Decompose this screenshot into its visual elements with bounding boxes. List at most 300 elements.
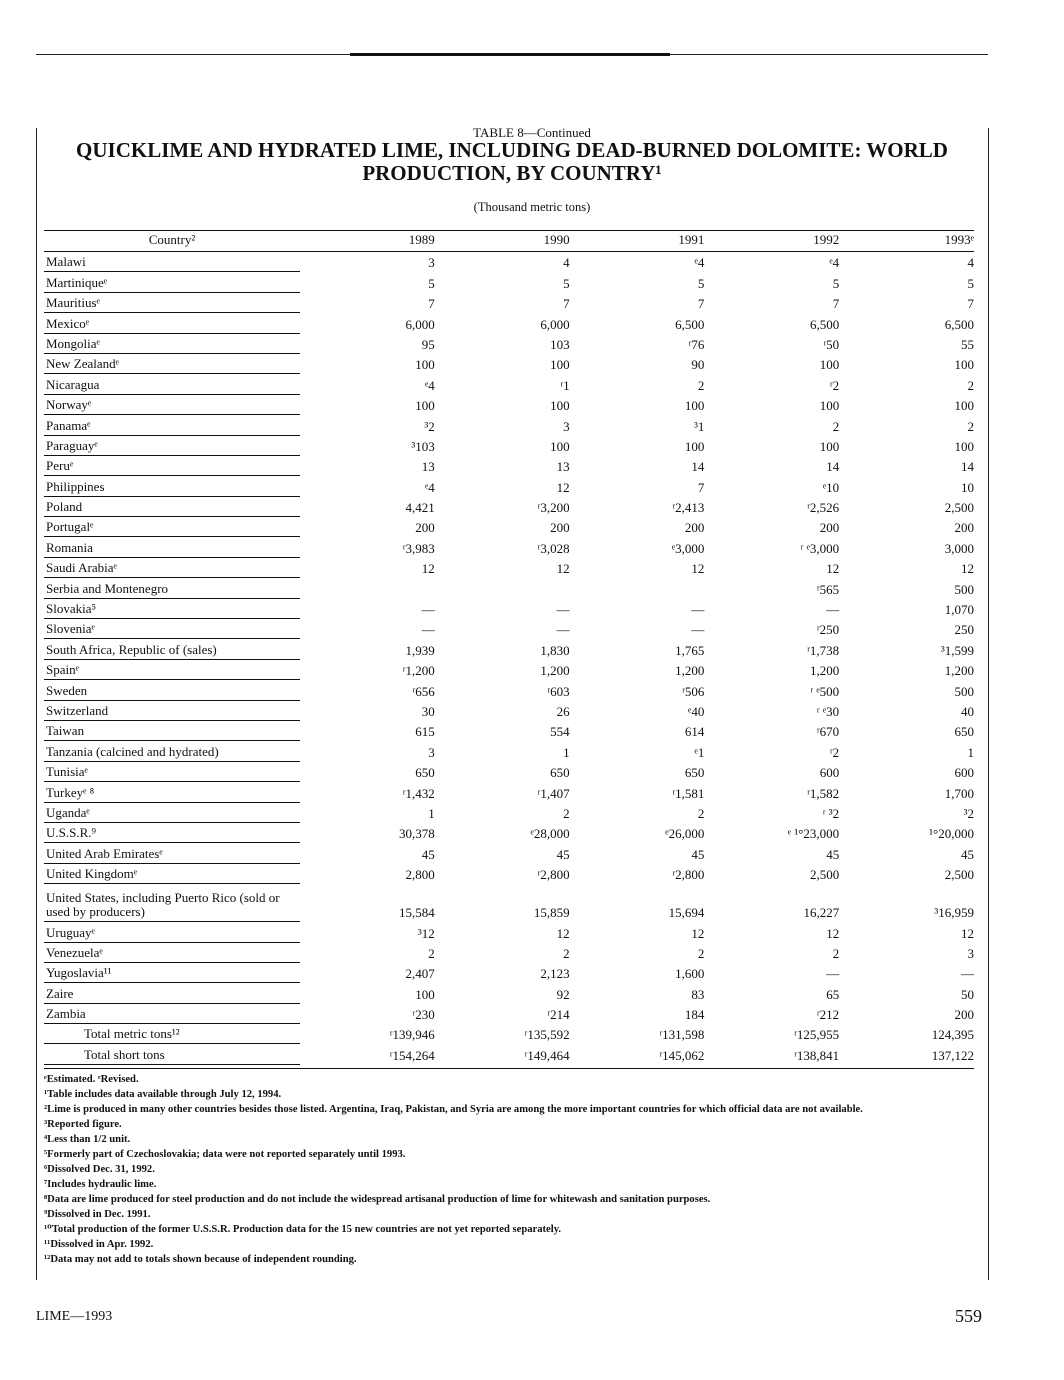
value-cell: ʳ1 [560,377,570,393]
table-row [44,578,974,598]
value-cell: — [556,622,570,638]
value-cell: — [421,622,435,638]
country-cell [44,786,300,803]
value-cell: ᵉ10 [822,479,840,495]
footnote: ¹²Data may not add to totals shown because of independent rounding. [44,1254,357,1265]
table-row [44,741,974,761]
column-header-1989: 1989 [408,232,435,247]
value-cell: 100 [954,398,974,414]
value-cell: 2 [563,805,570,821]
country-name: Martiniqueᵉ [46,274,108,290]
country-name: Taiwan [46,723,85,739]
value-cell: 12 [960,925,974,941]
value-cell: ᵉ28,000 [530,826,570,842]
country-name: Mauritiusᵉ [46,295,100,311]
country-cell [44,582,300,599]
value-cell: 14 [826,459,840,475]
country-name: Portugalᵉ [46,519,94,535]
country-cell [44,541,300,558]
footnote: ²Lime is produced in many other countries besides those listed. Argentina, Iraq, Pakistan, and Syria are among the more important countries for which official data are not available. [44,1104,863,1115]
value-cell: 7 [967,296,974,312]
country-cell [44,987,300,1004]
table-row [44,843,974,863]
value-cell: ³2 [963,805,974,821]
table-row [44,558,974,578]
value-cell: 2 [832,418,840,434]
value-cell: 7 [428,296,435,312]
country-cell [44,684,300,701]
value-cell: 100 [415,986,435,1002]
value-cell: ʳ250 [816,622,840,638]
value-cell: 12 [826,561,840,577]
value-cell: 1,200 [675,663,705,679]
country-cell [44,1048,300,1065]
value-cell: ʳ154,264 [389,1047,435,1063]
value-cell: 100 [415,398,435,414]
table-row [44,680,974,700]
value-cell: 12 [556,479,570,495]
value-cell: 7 [697,479,705,495]
value-cell: 100 [819,438,840,454]
footnote: ⁹Dissolved in Dec. 1991. [44,1209,151,1220]
country-name: Mexicoᵉ [46,315,90,331]
country-name: Venezuelaᵉ [46,944,103,960]
country-cell [44,891,300,922]
value-cell: 200 [954,520,974,536]
value-cell: 650 [684,765,705,781]
value-cell: ʳ2 [829,377,840,393]
value-cell: ʳ1,738 [807,642,840,658]
country-cell [44,296,300,313]
country-name: Turkeyᵉ ⁸ [46,784,95,800]
country-name: Uruguayᵉ [46,924,95,940]
table-title: QUICKLIME AND HYDRATED LIME, INCLUDING DEAD-BURNED DOLOMITE: WORLD PRODUCTION, BY COUNTRY¹ [76,138,948,185]
value-cell: 200 [415,520,435,536]
country-name: Romania [46,539,93,555]
value-cell: 2,500 [944,867,974,883]
value-cell: ᵉ4 [694,255,705,271]
country-cell [44,622,300,639]
table-row [44,823,974,843]
country-cell [44,806,300,823]
column-header-1993: 1993ᵉ [944,232,974,247]
table-header-row [44,230,974,252]
table-bottom-rule [44,1068,974,1069]
value-cell: ʳ3,028 [537,540,570,556]
country-cell [44,378,300,395]
country-cell [44,946,300,963]
footnote: ¹⁰Total production of the former U.S.S.R. Production data for the 15 new countries are not yet reported separately. [44,1224,562,1235]
value-cell: 12 [960,561,974,577]
value-cell: 6,000 [540,316,570,332]
value-cell: 615 [415,724,435,740]
footer-publication: LIME—1993 [36,1309,113,1324]
value-cell: 1,200 [540,663,570,679]
table-body [44,252,974,1065]
table-row [44,537,974,557]
value-cell: ³1 [693,418,705,434]
value-cell: 200 [819,520,840,536]
value-cell: ᵉ4 [829,255,840,271]
table-row [44,922,974,942]
country-cell [44,867,300,884]
value-cell: 1,700 [944,785,974,801]
country-name: Paraguayᵉ [46,437,98,453]
table-row [44,293,974,313]
value-cell: ʳ76 [688,336,705,352]
table-row [44,354,974,374]
value-cell: 200 [550,520,570,536]
value-cell: 1,765 [675,642,705,658]
value-cell: 45 [421,846,435,862]
country-cell [44,745,300,762]
country-cell [44,704,300,721]
country-name: Ugandaᵉ [46,804,90,820]
value-cell: 124,395 [931,1027,974,1043]
value-cell: 12 [421,561,435,577]
total-row [44,1024,974,1044]
value-cell: 45 [826,846,840,862]
value-cell: 600 [954,765,974,781]
value-cell [435,597,570,599]
table-row [44,762,974,782]
country-name: Tanzania (calcined and hydrated) [46,743,219,759]
table-row [44,721,974,741]
value-cell: 100 [684,438,705,454]
table-row [44,497,974,517]
country-name: Saudi Arabiaᵉ [46,560,117,576]
country-name: Switzerland [46,702,109,718]
country-name: Nicaragua [46,376,100,392]
value-cell: 2 [967,418,974,434]
value-cell: 30 [421,703,435,719]
value-cell: ʳ50 [823,336,840,352]
value-cell: 2 [697,805,705,821]
table-row [44,313,974,333]
country-name: Yugoslavia¹¹ [46,965,112,981]
country-name: United Kingdomᵉ [46,866,138,882]
table-row [44,1004,974,1024]
value-cell: 10 [960,479,974,495]
value-cell: 14 [691,459,705,475]
value-cell: 500 [954,683,974,699]
value-cell: 2,407 [405,966,435,982]
value-cell: 2 [832,945,840,961]
value-cell: 4,421 [405,500,435,516]
country-cell [44,826,300,843]
value-cell: 1,600 [675,966,705,982]
value-cell: ᵉ1 [694,744,705,760]
value-cell: — [556,602,570,618]
value-cell: 95 [421,336,435,352]
country-cell [44,561,300,578]
table-row [44,436,974,456]
value-cell: ʳ125,955 [794,1027,840,1043]
value-cell: 554 [550,724,570,740]
value-cell: ʳ2,800 [672,867,705,883]
value-cell: 26 [556,703,570,719]
value-cell: ʳ214 [547,1007,570,1023]
value-cell: ᵉ26,000 [665,826,705,842]
value-cell: 1 [563,744,570,760]
value-cell: ʳ565 [816,581,840,597]
value-cell: ʳ2,526 [807,500,840,516]
country-name: Slovakia⁵ [46,601,97,617]
value-cell: 3 [428,744,435,760]
value-cell: 7 [832,296,840,312]
value-cell: 100 [684,398,705,414]
table-row [44,334,974,354]
value-cell: 65 [826,986,840,1002]
table-row [44,884,974,922]
country-cell [44,724,300,741]
value-cell: ᵉ3,000 [671,540,705,556]
table-row [44,415,974,435]
value-cell: 200 [954,1007,974,1023]
country-cell [44,439,300,456]
value-cell: 650 [550,765,570,781]
value-cell: ᵉ4 [424,479,435,495]
value-cell: ʳ131,598 [659,1027,705,1043]
table-row [44,374,974,394]
table-row [44,803,974,823]
value-cell: 1,830 [540,642,570,658]
value-cell: ʳ506 [682,683,705,699]
value-cell: ³1,599 [940,642,974,658]
value-cell: 600 [819,765,840,781]
country-cell [44,602,300,619]
country-cell [44,520,300,537]
value-cell: 40 [960,703,974,719]
value-cell: ʳ3,983 [402,540,435,556]
value-cell: 650 [415,765,435,781]
country-cell [44,337,300,354]
value-cell: 2,123 [540,966,570,982]
country-cell [44,643,300,660]
value-cell: 2 [697,377,705,393]
value-cell: 2 [428,945,435,961]
country-cell [44,398,300,415]
value-cell: 1,200 [809,663,840,679]
table-row [44,943,974,963]
value-cell [570,597,705,599]
country-name: Malawi [46,254,86,270]
value-cell: 100 [819,357,840,373]
value-cell: 45 [556,846,570,862]
value-cell: 3 [563,418,570,434]
value-cell: 12 [826,925,840,941]
value-cell: 100 [819,398,840,414]
value-cell: ¹°20,000 [929,826,974,842]
value-cell: ʳ ᵉ30 [816,703,840,719]
country-name: United Arab Emiratesᵉ [46,845,163,861]
value-cell: 1,070 [944,602,974,618]
value-cell: 2 [697,945,705,961]
country-cell [44,459,300,476]
value-cell: 12 [691,925,705,941]
value-cell: — [960,966,974,982]
footnote: ⁵Formerly part of Czechoslovakia; data were not reported separately until 1993. [44,1149,406,1160]
value-cell: ʳ2,413 [672,500,705,516]
country-name: Spainᵉ [46,662,79,678]
country-name: Total metric tons¹² [84,1026,180,1042]
value-cell: ʳ ³2 [822,805,840,821]
value-cell: 83 [691,986,705,1002]
country-cell [44,276,300,293]
value-cell: 5 [697,275,705,291]
table-row [44,983,974,1003]
right-margin-rule [988,128,989,1280]
production-table [44,230,974,1069]
value-cell: 5 [563,275,570,291]
value-cell: ʳ2 [829,744,840,760]
value-cell: 2 [563,945,570,961]
country-name: Total short tons [84,1046,165,1062]
country-cell [44,480,300,497]
value-cell: ʳ603 [547,683,570,699]
country-name: Zaire [46,985,74,1001]
value-cell: 15,584 [399,905,435,921]
value-cell: 15,694 [668,905,705,921]
country-name: Peruᵉ [46,458,74,474]
value-cell: ʳ139,946 [389,1027,435,1043]
table-row [44,864,974,884]
value-cell: 14 [960,459,974,475]
country-cell [44,255,300,272]
table-row [44,272,974,292]
left-margin-rule [36,128,37,1280]
value-cell: 100 [550,438,570,454]
value-cell: ʳ135,592 [524,1027,570,1043]
country-cell [44,317,300,334]
value-cell: ᵉ4 [424,377,435,393]
footnotes [44,1072,974,1267]
value-cell: 12 [691,561,705,577]
value-cell: 5 [967,275,974,291]
value-cell: ³103 [411,438,435,454]
country-name: Panamaᵉ [46,417,91,433]
value-cell: 3 [428,255,435,271]
table-row [44,252,974,272]
top-rule-accent [350,53,670,56]
value-cell: 5 [428,275,435,291]
value-cell: 137,122 [931,1047,974,1063]
footnote: ⁶Dissolved Dec. 31, 1992. [44,1164,155,1175]
footnote: ⁷Includes hydraulic lime. [44,1179,157,1190]
value-cell: 3,000 [944,540,974,556]
value-cell: 500 [954,581,974,597]
value-cell: ʳ138,841 [794,1047,840,1063]
value-cell: 45 [691,846,705,862]
table-row [44,782,974,802]
value-cell: — [421,602,435,618]
value-cell: 1 [967,744,974,760]
table-row [44,660,974,680]
value-cell: 1 [428,805,435,821]
value-cell: ʳ212 [816,1007,840,1023]
column-header-1991: 1991 [678,232,705,247]
value-cell: 200 [684,520,705,536]
footnote: ¹¹Dissolved in Apr. 1992. [44,1239,154,1250]
country-name: Tunisiaᵉ [46,764,88,780]
value-cell: ʳ3,200 [537,500,570,516]
table-row [44,963,974,983]
value-cell: 45 [960,846,974,862]
value-cell: 7 [563,296,570,312]
value-cell: 2,500 [944,500,974,516]
country-cell [44,357,300,374]
units-note: (Thousand metric tons) [473,200,591,214]
page-number: 559 [955,1306,982,1326]
value-cell: ʳ656 [412,683,435,699]
value-cell: 5 [832,275,840,291]
table-row [44,476,974,496]
value-cell: 55 [960,336,974,352]
column-header-1992: 1992 [813,232,840,247]
value-cell: 4 [563,255,570,271]
value-cell: 2 [967,377,974,393]
value-cell: 13 [421,459,435,475]
table-row [44,599,974,619]
value-cell: 16,227 [803,905,840,921]
value-cell: ³16,959 [934,905,974,921]
table-row [44,395,974,415]
value-cell: ʳ1,407 [537,785,570,801]
country-cell [44,926,300,943]
footnote: ¹Table includes data available through July 12, 1994. [44,1089,282,1100]
country-name: Philippines [46,478,105,494]
value-cell: 103 [550,336,570,352]
value-cell: 6,500 [809,316,840,332]
country-cell [44,847,300,864]
table-row [44,517,974,537]
country-cell [44,1027,300,1044]
table-row [44,456,974,476]
value-cell: ʳ ᵉ3,000 [800,540,840,556]
value-cell: 15,859 [533,905,570,921]
value-cell: ᵉ ¹°23,000 [787,826,840,842]
value-cell: 1,200 [944,663,974,679]
value-cell: — [826,602,840,618]
value-cell: 614 [684,724,705,740]
value-cell: 12 [556,561,570,577]
country-cell [44,765,300,782]
value-cell: ᵉ40 [688,703,705,719]
value-cell: 1,939 [405,642,435,658]
value-cell: — [691,602,705,618]
total-row [44,1044,974,1064]
country-name: Poland [46,499,83,515]
country-cell [44,966,300,983]
value-cell: ʳ1,581 [672,785,705,801]
value-cell: ʳ149,464 [524,1047,570,1063]
table-row [44,701,974,721]
value-cell: 100 [954,357,974,373]
value-cell: ³12 [417,925,435,941]
value-cell: ʳ145,062 [659,1047,705,1063]
value-cell: 100 [954,438,974,454]
country-name: Mongoliaᵉ [46,335,100,351]
table-row [44,639,974,659]
value-cell: 50 [960,986,974,1002]
table-row [44,619,974,639]
value-cell: ʳ ᵉ500 [810,683,840,699]
table-label: TABLE 8—Continued [473,125,591,140]
value-cell: 2,800 [405,867,435,883]
value-cell: — [826,966,840,982]
value-cell: 650 [954,724,974,740]
footnote: ᵉEstimated. ʳRevised. [44,1074,139,1085]
